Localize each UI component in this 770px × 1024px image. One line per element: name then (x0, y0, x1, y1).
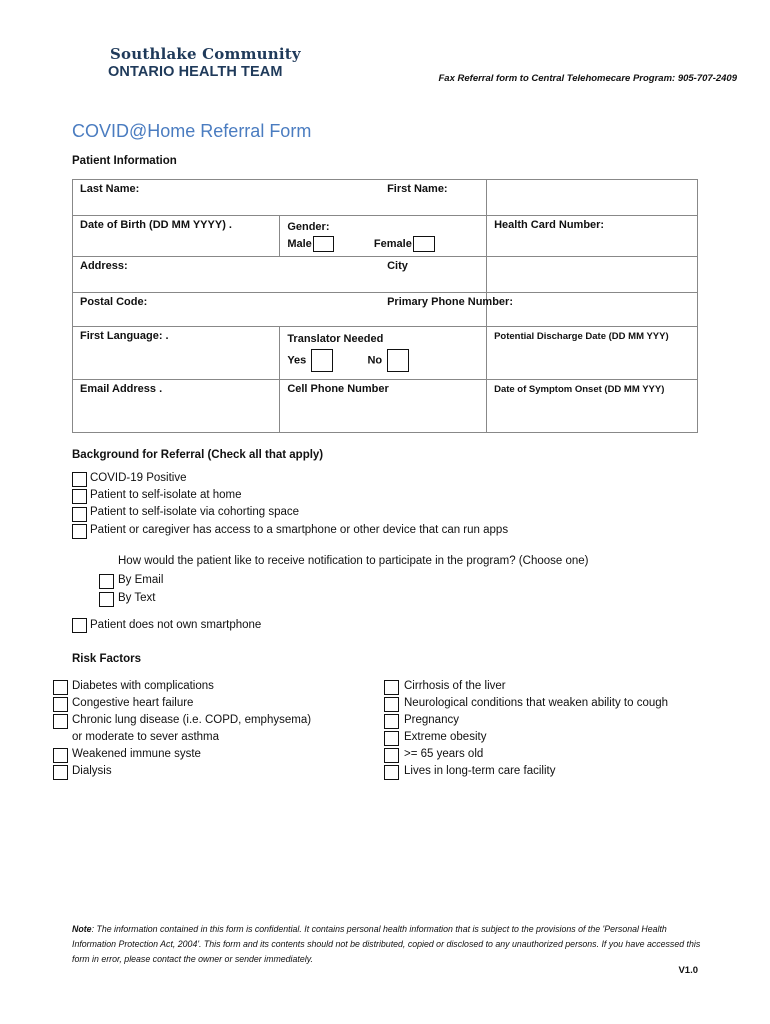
translator-yes-checkbox[interactable] (311, 349, 333, 372)
lung-disease-label: Chronic lung disease (i.e. COPD, emphysema) (72, 714, 312, 726)
cohorting-space-label: Patient to self-isolate via cohorting space (90, 506, 300, 518)
translator-label: Translator Needed (287, 333, 384, 345)
health-card-field[interactable] (487, 216, 698, 257)
discharge-date-label: Potential Discharge Date (DD MM YYY) (494, 331, 669, 342)
notification-question: How would the patient like to receive notification to participate in the program? (Choose one) (118, 555, 589, 567)
dob-label: Date of Birth (DD MM YYYY) . (80, 219, 232, 231)
email-label: Email Address . (80, 383, 163, 395)
self-isolate-home-label: Patient to self-isolate at home (90, 489, 242, 501)
age-65-label: >= 65 years old (404, 748, 484, 760)
email-field[interactable] (73, 380, 280, 433)
cell-phone-field[interactable] (280, 380, 487, 433)
age-65-checkbox[interactable] (384, 748, 399, 763)
address-label: Address: (80, 260, 128, 272)
lung-disease-checkbox[interactable] (53, 714, 68, 729)
first-name-field[interactable] (387, 180, 698, 216)
male-label: Male (287, 238, 312, 250)
cirrhosis-checkbox[interactable] (384, 680, 399, 695)
diabetes-checkbox[interactable] (53, 680, 68, 695)
female-checkbox[interactable] (413, 236, 435, 252)
patient-info-heading: Patient Information (72, 155, 177, 167)
cell-phone-label: Cell Phone Number (287, 383, 389, 395)
last-name-label: Last Name: (80, 183, 140, 195)
neurological-label: Neurological conditions that weaken ability to cough (404, 697, 669, 709)
background-heading: Background for Referral (Check all that apply) (72, 449, 324, 461)
patient-info-table (72, 179, 698, 433)
neurological-checkbox[interactable] (384, 697, 399, 712)
self-isolate-home-checkbox[interactable] (72, 489, 87, 504)
confidentiality-note (72, 922, 702, 967)
cirrhosis-label: Cirrhosis of the liver (404, 680, 506, 692)
asthma-label: or moderate to sever asthma (72, 731, 220, 743)
postal-code-label: Postal Code: (80, 296, 148, 308)
primary-phone-field[interactable] (387, 293, 698, 327)
pregnancy-label: Pregnancy (404, 714, 459, 726)
org-logo-line2: ONTARIO HEALTH TEAM (108, 64, 283, 80)
translator-field (280, 327, 487, 380)
by-email-label: By Email (118, 574, 164, 586)
symptom-onset-label: Date of Symptom Onset (DD MM YYY) (494, 384, 665, 395)
no-label: No (367, 354, 383, 367)
female-label: Female (373, 238, 412, 250)
immune-label: Weakened immune syste (72, 748, 201, 760)
org-logo-line1: Southlake Community (110, 45, 301, 63)
no-smartphone-label: Patient does not own smartphone (90, 619, 262, 631)
dialysis-checkbox[interactable] (53, 765, 68, 780)
first-name-label: First Name: (387, 183, 448, 195)
by-text-checkbox[interactable] (99, 592, 114, 607)
obesity-checkbox[interactable] (384, 731, 399, 746)
version-label: V1.0 (678, 965, 698, 976)
heart-failure-label: Congestive heart failure (72, 697, 194, 709)
diabetes-label: Diabetes with complications (72, 680, 214, 692)
primary-phone-label: Primary Phone Number: (387, 296, 513, 308)
obesity-label: Extreme obesity (404, 731, 487, 743)
male-checkbox[interactable] (313, 236, 334, 252)
by-email-checkbox[interactable] (99, 574, 114, 589)
translator-no-checkbox[interactable] (387, 349, 409, 372)
no-smartphone-checkbox[interactable] (72, 618, 87, 633)
first-language-field[interactable] (73, 327, 280, 380)
covid-positive-label: COVID-19 Positive (90, 472, 187, 484)
discharge-date-field[interactable] (487, 327, 698, 380)
gender-label: Gender: (287, 221, 330, 233)
dialysis-label: Dialysis (72, 765, 112, 777)
note-text: : The information contained in this form is confidential. It contains personal health information that is subject to the provisions of the 'Personal Health Information Protection Act, 2004'. This form and its contents should not be distributed, copied or disclosed to any unauthorized persons. If you have accessed this form in error, please contact the owner or sender immediately. (72, 924, 701, 964)
pregnancy-checkbox[interactable] (384, 714, 399, 729)
immune-checkbox[interactable] (53, 748, 68, 763)
cohorting-space-checkbox[interactable] (72, 507, 87, 522)
city-label: City (387, 260, 408, 272)
first-language-label: First Language: . (80, 330, 169, 342)
long-term-care-label: Lives in long-term care facility (404, 765, 556, 777)
long-term-care-checkbox[interactable] (384, 765, 399, 780)
dob-field[interactable] (73, 216, 280, 257)
city-field[interactable] (387, 257, 698, 293)
risk-factors-heading: Risk Factors (72, 653, 142, 665)
health-card-label: Health Card Number: (494, 219, 605, 231)
symptom-onset-field[interactable] (487, 380, 698, 433)
fax-instruction: Fax Referral form to Central Telehomecare Program: 905-707-2409 (438, 73, 737, 84)
gender-field (280, 216, 487, 257)
covid-positive-checkbox[interactable] (72, 472, 87, 487)
by-text-label: By Text (118, 592, 156, 604)
note-label: Note (72, 924, 92, 934)
smartphone-access-checkbox[interactable] (72, 524, 87, 539)
yes-label: Yes (287, 354, 307, 367)
heart-failure-checkbox[interactable] (53, 697, 68, 712)
smartphone-access-label: Patient or caregiver has access to a smartphone or other device that can run apps (90, 524, 509, 536)
form-title: COVID@Home Referral Form (72, 121, 312, 141)
